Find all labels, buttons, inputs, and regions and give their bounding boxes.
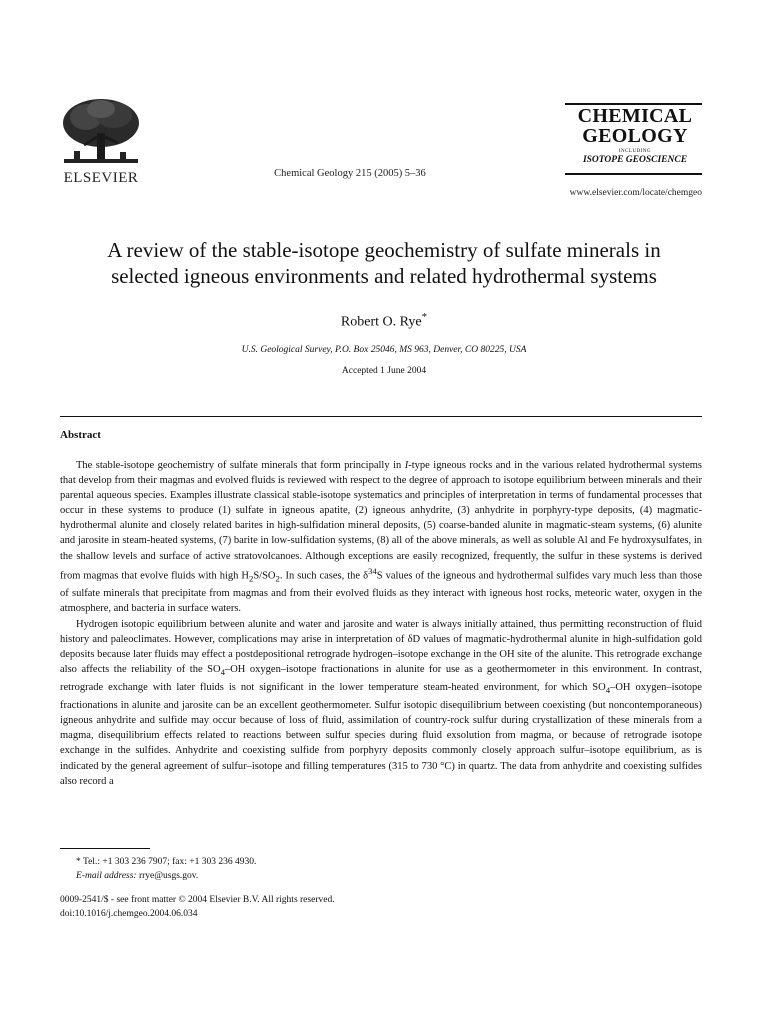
footnote-divider	[60, 848, 150, 849]
text-run-italic: I	[404, 460, 409, 471]
author-footnote-mark[interactable]: *	[421, 311, 428, 323]
journal-url[interactable]: www.elsevier.com/locate/chemgeo	[569, 188, 702, 198]
abstract-paragraph-2	[60, 617, 702, 789]
text-run: S/SO	[253, 570, 276, 582]
text-run: The stable-isotope geochemistry of sulfate minerals that form principally in	[76, 460, 405, 471]
footnote-email-line	[60, 870, 198, 883]
footnote-contact: * Tel.: +1 303 236 7907; fax: +1 303 236 4930.	[76, 857, 257, 867]
subscript: 4	[605, 685, 611, 696]
text-run: S values of the igneous and hydrothermal sulfides vary much less than those of sulfate minerals that precipitate from magmas and from their evolved fluids as they interact with igneous host rocks, meteoric water, oxygen in the atmosphere, and bacteria in surface waters.	[60, 570, 702, 615]
subscript: 2	[248, 573, 254, 584]
abstract-heading: Abstract	[60, 429, 101, 441]
text-run: . In such cases, the δ	[279, 570, 369, 582]
abstract-body	[60, 458, 702, 789]
subscript: 2	[275, 573, 280, 584]
brand-bottom-rule	[565, 173, 702, 175]
header-divider	[60, 416, 702, 417]
author-affiliation: U.S. Geological Survey, P.O. Box 25046, MS 963, Denver, CO 80225, USA	[241, 345, 527, 355]
journal-citation: Chemical Geology 215 (2005) 5–36	[274, 168, 426, 179]
brand-top-rule	[565, 103, 702, 105]
abstract-paragraph-1	[60, 458, 702, 617]
email-label: E-mail address:	[76, 871, 137, 881]
publisher-wordmark: ELSEVIER	[63, 170, 139, 186]
text-run: Hydrogen isotopic equilibrium between alunite and water and jarosite and water is always initially attained, thus permitting reconstruction of fluid history and paleoclimates. However, complications may arise in interpretation of δD values of magmatic-hydrothermal alunite in high-sulfidation gold deposits because later fluids may effect a postdepositional retrograde hydrogen–isotope exchange in the OH site of the alunite. This retrograde exchange also affects the reliability of the SO	[60, 618, 702, 675]
journal-brand-small: INCLUDING	[618, 149, 652, 154]
subscript: 4	[220, 666, 225, 677]
accepted-date: Accepted 1 June 2004	[341, 366, 427, 376]
title-line-2: selected igneous environments and related hydrothermal systems	[111, 264, 657, 288]
text-run: –OH oxygen–isotope fractionations in alunite for use as a geothermometer in this environment. In contrast, retrograde exchange with later fluids is not significant in the lower temperature steam-heated environment, for which SO	[60, 663, 702, 693]
doi-line[interactable]: doi:10.1016/j.chemgeo.2004.06.034	[60, 909, 198, 919]
author-name: Robert O. Rye	[340, 314, 422, 330]
author-line	[200, 311, 568, 331]
text-run: -type igneous rocks and in the various related hydrothermal systems that develop from their magmas and evolved fluids is reviewed with respect to the degree of approach to isotope equilibrium between minerals and their parental aqueous species. Examples illustrate classical stable-isotope systematics and principles of interpretation in terms of fundamental processes that occur in these systems to produce (1) sulfate in igneous apatite, (2) igneous anhydrite, (3) anhydrite in porphyry-type deposits, (4) magmatic-hydrothermal alunite and closely related barites in high-sulfidation mineral deposits, (5) coarse-banded alunite in magmatic-steam systems, (6) alunite and jarosite in steam-heated systems, (7) barite in low-sulfidation systems, (8) all of the above minerals, as well as soluble Al and Fe hydroxysulfates, in the shallow levels and surface of active stratovolcanoes. Although exceptions are easily recognized, frequently, the sulfur in these systems is derived from magmas that evolve fluids with high H	[60, 460, 702, 582]
title-line-1: A review of the stable-isotope geochemistry of sulfate minerals in	[107, 238, 661, 262]
article-title	[40, 237, 728, 289]
journal-brand-line1: CHEMICAL	[577, 105, 693, 127]
journal-brand-line2: GEOLOGY	[582, 125, 688, 147]
copyright-line: 0009-2541/$ - see front matter © 2004 Elsevier B.V. All rights reserved.	[60, 895, 335, 905]
superscript: 34	[368, 565, 377, 576]
tree-icon	[56, 97, 146, 169]
journal-brand-line3: ISOTOPE GEOSCIENCE	[582, 155, 688, 165]
elsevier-logo	[56, 97, 146, 187]
journal-brand	[560, 106, 710, 165]
text-run: –OH oxygen–isotope fractionations in alunite and jarosite can be an excellent geothermometer. Sulfur isotopic disequilibrium between coexisting (but noncontemporaneous) igneous anhydrite and sulfide may occur because of loss of fluid, assimilation of country-rock sulfur during crystallization of these minerals from a magma, disequilibrium effects related to reactions between sulfur species during fluid exsolution from magma, or because of retrograde isotope exchange in the sulfides. Anhydrite and coexisting sulfide from porphyry deposits commonly closely approach sulfur–isotope equilibrium, as is indicated by the general agreement of sulfur–isotope and filling temperatures (315 to 730 °C) in quartz. The data from anhydrite and coexisting sulfides also record a	[60, 682, 702, 787]
email-link[interactable]: rrye@usgs.gov.	[138, 871, 199, 881]
